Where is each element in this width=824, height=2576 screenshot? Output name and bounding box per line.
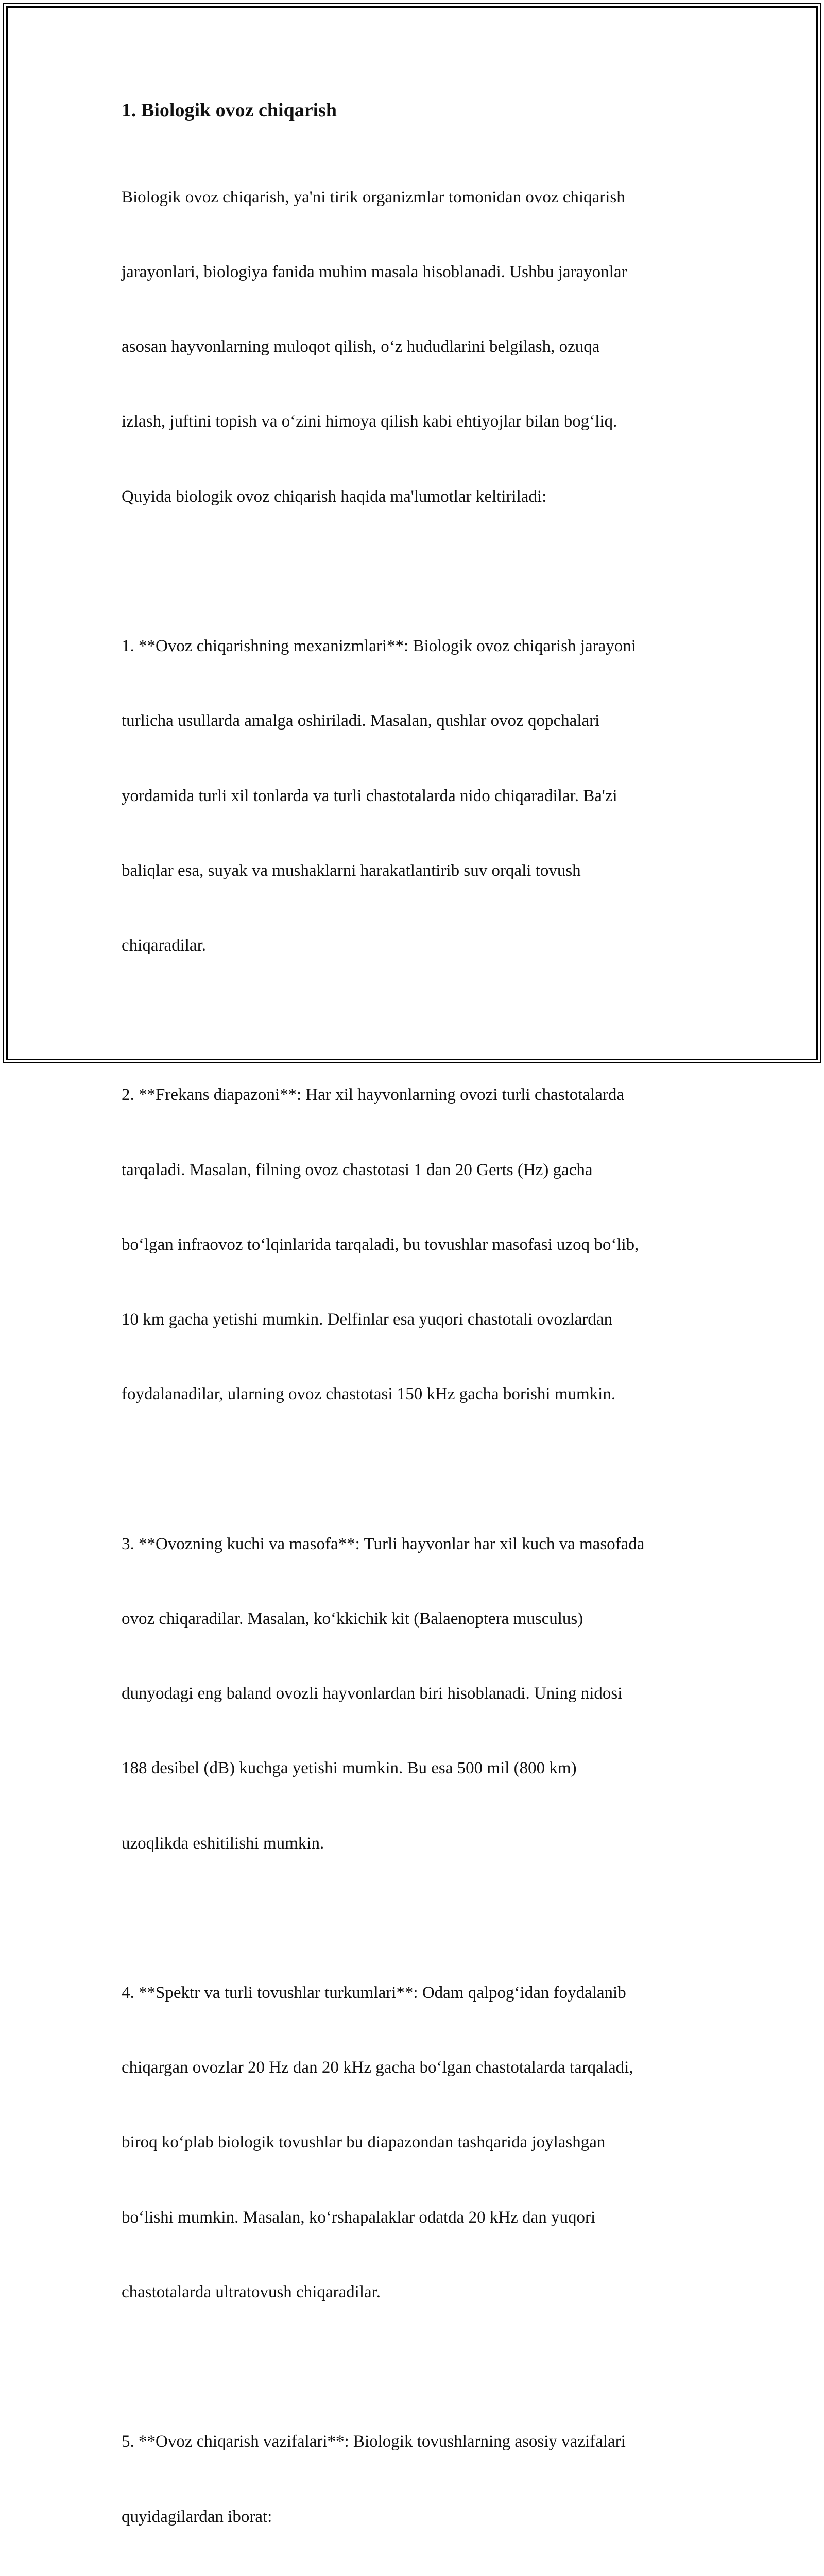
paragraph-spectrum bbox=[122, 1930, 709, 2354]
text-line: yordamida turli xil tonlarda va turli chastotalarda nido chiqaradilar. Ba'zi bbox=[122, 786, 617, 805]
paragraph-frequency-range bbox=[122, 1033, 709, 1457]
paragraph-functions bbox=[122, 2379, 709, 2576]
text-line: chiqaradilar. bbox=[122, 936, 207, 955]
text-line: biroq ko‘plab biologik tovushlar bu diapazondan tashqarida joylashgan bbox=[122, 2133, 606, 2152]
document-body bbox=[122, 96, 709, 2576]
text-line: baliqlar esa, suyak va mushaklarni harakatlantirib suv orqali tovush bbox=[122, 861, 581, 880]
text-line: foydalanadilar, ularning ovoz chastotasi 150 kHz gacha borishi mumkin. bbox=[122, 1385, 616, 1404]
text-line: jarayonlari, biologiya fanida muhim masala hisoblanadi. Ushbu jarayonlar bbox=[122, 263, 627, 282]
text-line: izlash, juftini topish va o‘zini himoya qilish kabi ehtiyojlar bilan bog‘liq. bbox=[122, 412, 617, 431]
text-line: chiqargan ovozlar 20 Hz dan 20 kHz gacha bo‘lgan chastotalarda tarqaladi, bbox=[122, 2058, 633, 2077]
text-line: bo‘lishi mumkin. Masalan, ko‘rshapalaklar odatda 20 kHz dan yuqori bbox=[122, 2208, 596, 2227]
text-line: dunyodagi eng baland ovozli hayvonlardan biri hisoblanadi. Uning nidosi bbox=[122, 1684, 623, 1703]
text-line: 2. **Frekans diapazoni**: Har xil hayvonlarning ovozi turli chastotalarda bbox=[122, 1086, 624, 1105]
section-heading: 1. Biologik ovoz chiqarish bbox=[122, 99, 337, 121]
text-line: Quyida biologik ovoz chiqarish haqida ma'lumotlar keltiriladi: bbox=[122, 487, 547, 506]
paragraph-mechanisms bbox=[122, 584, 709, 1008]
paragraph-strength-distance bbox=[122, 1482, 709, 1906]
text-line: turlicha usullarda amalga oshiriladi. Masalan, qushlar ovoz qopchalari bbox=[122, 711, 600, 731]
text-line: 10 km gacha yetishi mumkin. Delfinlar esa yuqori chastotali ovozlardan bbox=[122, 1310, 613, 1329]
text-line: quyidagilardan iborat: bbox=[122, 2507, 272, 2526]
text-line: Biologik ovoz chiqarish, ya'ni tirik organizmlar tomonidan ovoz chiqarish bbox=[122, 188, 625, 207]
text-line: 188 desibel (dB) kuchga yetishi mumkin. Bu esa 500 mil (800 km) bbox=[122, 1759, 577, 1778]
text-line: chastotalarda ultratovush chiqaradilar. bbox=[122, 2282, 381, 2301]
intro-paragraph bbox=[122, 135, 709, 559]
text-line: 4. **Spektr va turli tovushlar turkumlari**: Odam qalpog‘idan foydalanib bbox=[122, 1984, 626, 2002]
text-line: tarqaladi. Masalan, filning ovoz chastotasi 1 dan 20 Gerts (Hz) gacha bbox=[122, 1160, 593, 1179]
text-line: 1. **Ovoz chiqarishning mexanizmlari**: Biologik ovoz chiqarish jarayoni bbox=[122, 637, 636, 656]
text-line: asosan hayvonlarning muloqot qilish, o‘z hududlarini belgilash, ozuqa bbox=[122, 337, 600, 357]
text-line: bo‘lgan infraovoz to‘lqinlarida tarqaladi, bu tovushlar masofasi uzoq bo‘lib, bbox=[122, 1235, 639, 1254]
text-line: 3. **Ovozning kuchi va masofa**: Turli hayvonlar har xil kuch va masofada bbox=[122, 1534, 645, 1553]
text-line: 5. **Ovoz chiqarish vazifalari**: Biologik tovushlarning asosiy vazifalari bbox=[122, 2432, 626, 2451]
text-line: ovoz chiqaradilar. Masalan, ko‘kkichik kit (Balaenoptera musculus) bbox=[122, 1609, 583, 1628]
text-line: uzoqlikda eshitilishi mumkin. bbox=[122, 1834, 324, 1853]
